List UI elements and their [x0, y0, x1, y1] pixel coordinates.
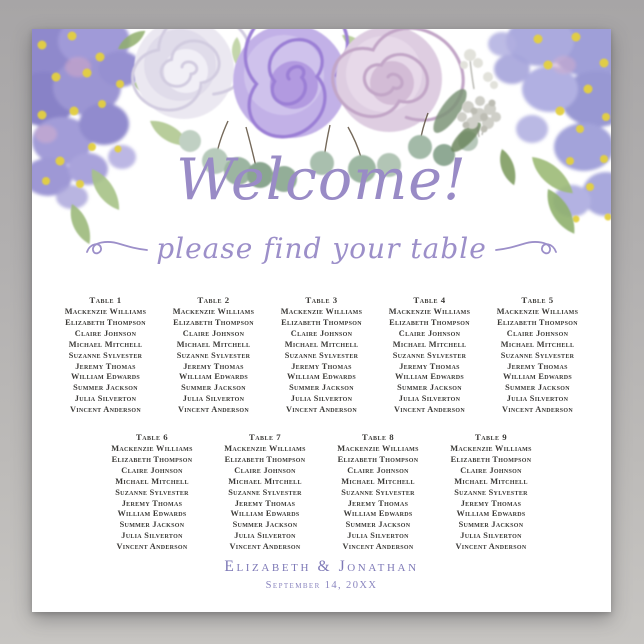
- guest-name: Suzanne Sylvester: [176, 350, 251, 360]
- table-column: [52, 295, 160, 416]
- tables-row-2: [32, 432, 611, 553]
- guest-name: Vincent Anderson: [177, 405, 250, 415]
- guest-name: Jeremy Thomas: [75, 361, 136, 371]
- guest-name: William Edwards: [502, 372, 573, 382]
- guest-name: William Edwards: [456, 509, 526, 519]
- flourish-left-icon: [86, 237, 148, 261]
- guest-name: Mackenzie Williams: [388, 307, 471, 316]
- table-column: [435, 432, 548, 553]
- table-column: [160, 295, 268, 416]
- guest-name: Vincent Anderson: [69, 405, 142, 415]
- guest-name: Claire Johnson: [347, 465, 409, 475]
- guest-name: Michael Mitchell: [176, 339, 251, 349]
- guest-name: Mackenzie Williams: [337, 444, 419, 453]
- guest-name: Jeremy Thomas: [460, 498, 522, 508]
- guest-name: Jeremy Thomas: [347, 498, 409, 508]
- guest-name: Claire Johnson: [398, 328, 461, 338]
- guest-name: Elizabeth Thompson: [389, 317, 470, 327]
- guest-name: Vincent Anderson: [501, 405, 574, 415]
- guest-name: Elizabeth Thompson: [65, 317, 146, 327]
- guest-name: Michael Mitchell: [284, 339, 359, 349]
- table-label: Table 4: [413, 295, 446, 305]
- table-label: Table 8: [361, 432, 395, 442]
- guest-name: Vincent Anderson: [455, 542, 527, 552]
- guest-name: Jeremy Thomas: [399, 361, 460, 371]
- guest-name: Claire Johnson: [290, 328, 353, 338]
- subtitle-row: [32, 232, 611, 265]
- guest-name: Julia Silverton: [121, 531, 183, 541]
- guest-name: Suzanne Sylvester: [392, 350, 467, 360]
- guest-name: Jeremy Thomas: [121, 498, 183, 508]
- table-column: [96, 432, 209, 553]
- guest-name: Summer Jackson: [119, 520, 185, 530]
- welcome-heading: Welcome!: [176, 147, 467, 213]
- guest-name: Elizabeth Thompson: [281, 317, 362, 327]
- guest-name: Vincent Anderson: [285, 405, 358, 415]
- guest-name: Claire Johnson: [234, 465, 296, 475]
- guest-name: Mackenzie Williams: [450, 444, 532, 453]
- guest-name: Claire Johnson: [460, 465, 522, 475]
- guest-name: Suzanne Sylvester: [500, 350, 575, 360]
- guest-name: William Edwards: [230, 509, 300, 519]
- table-label: Table 6: [135, 432, 169, 442]
- guest-name: Summer Jackson: [505, 383, 570, 393]
- guest-name: Elizabeth Thompson: [450, 454, 532, 464]
- guest-name: William Edwards: [117, 509, 187, 519]
- guest-name: Suzanne Sylvester: [454, 487, 528, 497]
- guest-name: Michael Mitchell: [68, 339, 143, 349]
- guest-name: William Edwards: [394, 372, 465, 382]
- table-column: [376, 295, 484, 416]
- guest-name: Suzanne Sylvester: [68, 350, 143, 360]
- guest-name: William Edwards: [343, 509, 413, 519]
- guest-name: Summer Jackson: [397, 383, 462, 393]
- table-column: [268, 295, 376, 416]
- table-label: Table 7: [248, 432, 282, 442]
- guest-name: Mackenzie Williams: [111, 444, 193, 453]
- event-date: September 14, 20XX: [265, 580, 378, 591]
- guest-name: Elizabeth Thompson: [224, 454, 306, 464]
- guest-name: Jeremy Thomas: [507, 361, 568, 371]
- guest-name: Suzanne Sylvester: [115, 487, 189, 497]
- guest-name: Mackenzie Williams: [172, 307, 255, 316]
- guest-name: Julia Silverton: [234, 531, 296, 541]
- guest-name: Julia Silverton: [398, 394, 461, 404]
- table-column: [209, 432, 322, 553]
- guest-name: Elizabeth Thompson: [497, 317, 578, 327]
- guest-name: Mackenzie Williams: [224, 444, 306, 453]
- subtitle-text: please find your table: [156, 232, 487, 265]
- guest-name: Michael Mitchell: [341, 476, 415, 486]
- table-column: [484, 295, 592, 416]
- guest-name: Summer Jackson: [73, 383, 138, 393]
- couple-names: Elizabeth & Jonathan: [224, 558, 419, 575]
- guest-name: Summer Jackson: [181, 383, 246, 393]
- guest-name: Michael Mitchell: [115, 476, 189, 486]
- flourish-right-icon: [495, 237, 557, 261]
- guest-name: Mackenzie Williams: [496, 307, 579, 316]
- guest-name: Summer Jackson: [232, 520, 298, 530]
- guest-name: Julia Silverton: [182, 394, 245, 404]
- wedding-seating-chart-poster: [32, 29, 611, 612]
- guest-name: Vincent Anderson: [393, 405, 466, 415]
- table-column: [322, 432, 435, 553]
- guest-name: William Edwards: [178, 372, 249, 382]
- guest-name: Suzanne Sylvester: [341, 487, 415, 497]
- guest-name: Julia Silverton: [74, 394, 137, 404]
- guest-name: Vincent Anderson: [342, 542, 414, 552]
- guest-name: Michael Mitchell: [454, 476, 528, 486]
- guest-name: Julia Silverton: [460, 531, 522, 541]
- guest-name: Julia Silverton: [506, 394, 569, 404]
- tables-row-1: [32, 295, 611, 416]
- guest-name: William Edwards: [286, 372, 357, 382]
- guest-name: Jeremy Thomas: [234, 498, 296, 508]
- guest-name: Elizabeth Thompson: [111, 454, 193, 464]
- guest-name: Suzanne Sylvester: [284, 350, 359, 360]
- guest-name: Mackenzie Williams: [64, 307, 147, 316]
- guest-name: Elizabeth Thompson: [173, 317, 254, 327]
- table-label: Table 5: [521, 295, 554, 305]
- guest-name: Michael Mitchell: [228, 476, 302, 486]
- table-label: Table 3: [305, 295, 338, 305]
- guest-name: Michael Mitchell: [392, 339, 467, 349]
- guest-name: Vincent Anderson: [229, 542, 301, 552]
- guest-name: Michael Mitchell: [500, 339, 575, 349]
- guest-name: Jeremy Thomas: [183, 361, 244, 371]
- guest-name: Summer Jackson: [289, 383, 354, 393]
- guest-name: Mackenzie Williams: [280, 307, 363, 316]
- guest-name: Summer Jackson: [345, 520, 411, 530]
- guest-name: Claire Johnson: [121, 465, 183, 475]
- guest-name: Jeremy Thomas: [291, 361, 352, 371]
- guest-name: Vincent Anderson: [116, 542, 188, 552]
- guest-name: Julia Silverton: [347, 531, 409, 541]
- guest-name: Claire Johnson: [506, 328, 569, 338]
- guest-name: Suzanne Sylvester: [228, 487, 302, 497]
- guest-name: William Edwards: [70, 372, 141, 382]
- guest-name: Claire Johnson: [182, 328, 245, 338]
- guest-name: Claire Johnson: [74, 328, 137, 338]
- table-label: Table 2: [197, 295, 230, 305]
- table-label: Table 9: [474, 432, 508, 442]
- guest-name: Julia Silverton: [290, 394, 353, 404]
- guest-name: Summer Jackson: [458, 520, 524, 530]
- table-label: Table 1: [89, 295, 122, 305]
- guest-name: Elizabeth Thompson: [337, 454, 419, 464]
